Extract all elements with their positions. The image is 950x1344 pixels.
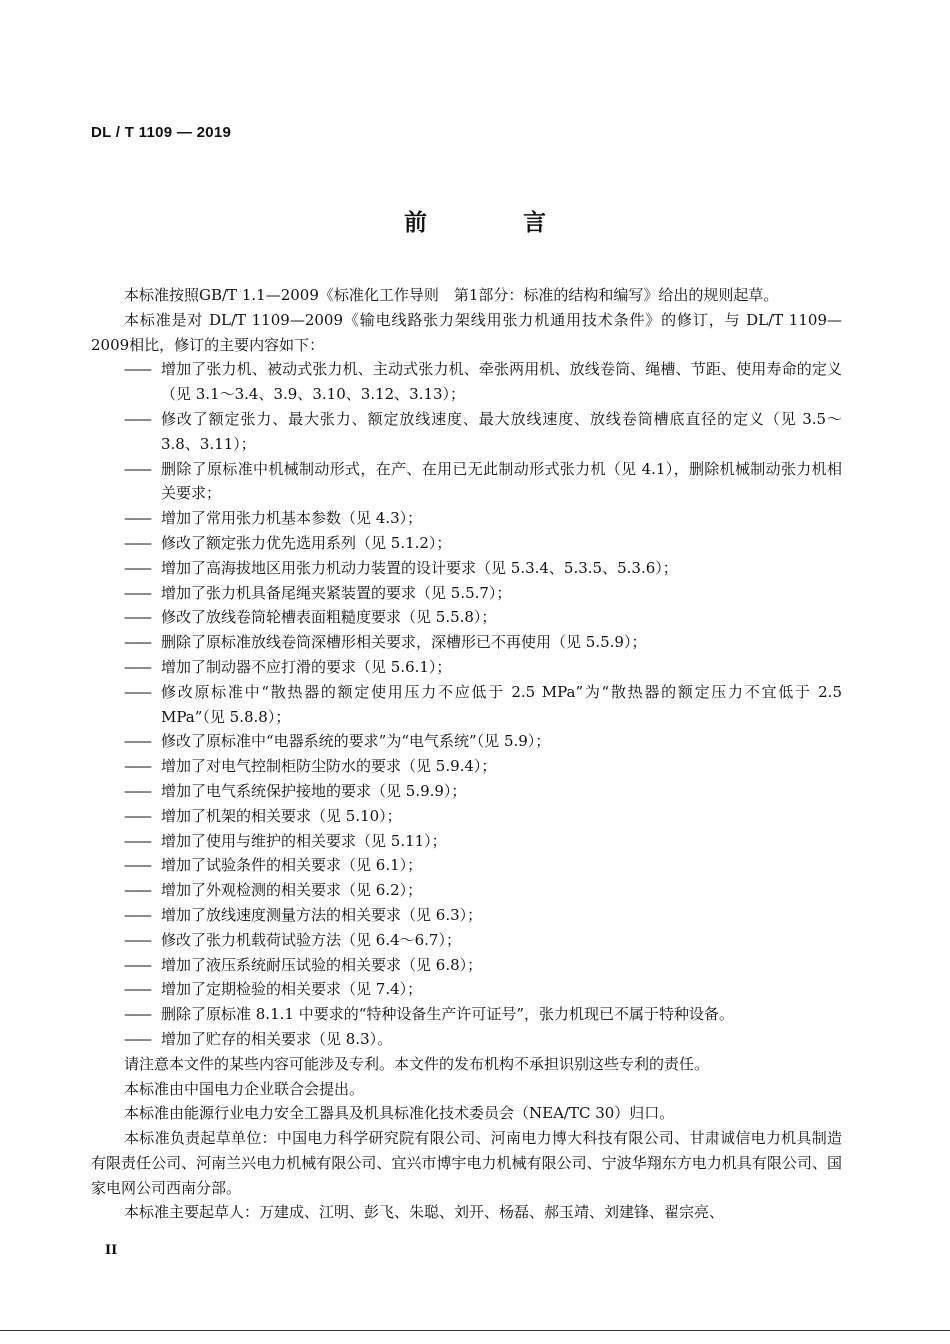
list-item bbox=[91, 357, 842, 407]
list-item bbox=[91, 853, 842, 878]
list-item bbox=[91, 506, 842, 531]
list-item bbox=[91, 581, 842, 606]
list-item-text: 增加了张力机具备尾绳夹紧装置的要求（见 5.5.7）； bbox=[161, 583, 512, 602]
dash-marker: —— bbox=[124, 955, 150, 974]
dash-marker: —— bbox=[124, 831, 150, 850]
list-item bbox=[91, 531, 842, 556]
list-item bbox=[91, 630, 842, 655]
dash-marker: —— bbox=[124, 980, 150, 999]
dash-marker: —— bbox=[124, 533, 150, 552]
list-item-text: 增加了电气系统保护接地的要求（见 5.9.9）； bbox=[161, 781, 467, 800]
list-item bbox=[91, 407, 842, 457]
list-item-text: 增加了贮存的相关要求（见 8.3）。 bbox=[161, 1029, 393, 1048]
list-item bbox=[91, 729, 842, 754]
dash-marker: —— bbox=[124, 806, 150, 825]
list-item bbox=[91, 977, 842, 1002]
list-item-text: 增加了放线速度测量方法的相关要求（见 6.3）； bbox=[161, 905, 483, 924]
list-item bbox=[91, 655, 842, 680]
dash-marker: —— bbox=[124, 360, 150, 379]
list-item-text: 修改了张力机载荷试验方法（见 6.4～6.7）； bbox=[161, 930, 461, 949]
list-item-text: 增加了张力机、被动式张力机、主动式张力机、牵张两用机、放线卷筒、绳槽、节距、使用寿命的定义（见 3.1～3.4、3.9、3.10、3.12、3.13）； bbox=[161, 360, 842, 404]
list-item-text: 修改了原标准中“电器系统的要求”为“电气系统”（见 5.9）； bbox=[161, 732, 551, 751]
dash-marker: —— bbox=[124, 781, 150, 800]
list-item bbox=[91, 1027, 842, 1052]
list-item-text: 增加了常用张力机基本参数（见 4.3）； bbox=[161, 509, 423, 528]
list-item bbox=[91, 754, 842, 779]
revision-list bbox=[91, 357, 842, 1051]
list-item-text: 修改了额定张力、最大张力、额定放线速度、最大放线速度、放线卷筒槽底直径的定义（见 3.5～3.8、3.11）； bbox=[161, 409, 842, 453]
dash-marker: —— bbox=[124, 1005, 150, 1024]
paragraph: 请注意本文件的某些内容可能涉及专利。本文件的发布机构不承担识别这些专利的责任。 bbox=[124, 1054, 710, 1073]
list-item-text: 增加了定期检验的相关要求（见 7.4）； bbox=[161, 980, 423, 999]
page-title: 前 言 bbox=[403, 209, 590, 236]
list-item-text: 增加了外观检测的相关要求（见 6.2）； bbox=[161, 881, 423, 900]
dash-marker: —— bbox=[124, 409, 150, 428]
list-item-text: 增加了制动器不应打滑的要求（见 5.6.1）； bbox=[161, 657, 452, 676]
dash-marker: —— bbox=[124, 608, 150, 627]
paragraph: 本标准按照GB/T 1.1—2009《标准化工作导则 第1部分：标准的结构和编写》给出的规则起草。 bbox=[124, 286, 779, 304]
list-item-text: 删除了原标准放线卷筒深槽形相关要求，深槽形已不再使用（见 5.5.9）； bbox=[161, 633, 647, 652]
dash-marker: —— bbox=[124, 856, 150, 875]
dash-marker: —— bbox=[124, 930, 150, 949]
bottom-divider bbox=[0, 1330, 950, 1331]
dash-marker: —— bbox=[124, 657, 150, 676]
standard-code: DL / T 1109 — 2019 bbox=[91, 124, 232, 141]
list-item bbox=[91, 457, 842, 507]
paragraph: 本标准主要起草人：万建成、江明、彭飞、朱聪、刘开、杨磊、郝玉靖、刘建锋、翟宗亮、 bbox=[124, 1203, 725, 1222]
list-item bbox=[91, 804, 842, 829]
list-item-text: 增加了对电气控制柜防尘防水的要求（见 5.9.4）； bbox=[161, 757, 497, 776]
list-item bbox=[91, 928, 842, 953]
dash-marker: —— bbox=[124, 757, 150, 776]
paragraph: 本标准负责起草单位：中国电力科学研究院有限公司、河南电力博大科技有限公司、甘肃诚信电力机具制造有限责任公司、河南兰兴电力机械有限公司、宜兴市博宇电力机械有限公司、宁波华翔东方电力机具有限公司、国家电网公司西南分部。 bbox=[91, 1129, 842, 1197]
list-item bbox=[91, 680, 842, 730]
list-item bbox=[91, 878, 842, 903]
document-body bbox=[91, 283, 842, 1225]
dash-marker: —— bbox=[124, 881, 150, 900]
dash-marker: —— bbox=[124, 732, 150, 751]
list-item-text: 修改了放线卷筒轮槽表面粗糙度要求（见 5.5.8）； bbox=[161, 608, 497, 627]
list-item-text: 增加了试验条件的相关要求（见 6.1）； bbox=[161, 856, 423, 875]
list-item-text: 删除了原标准中机械制动形式，在产、在用已无此制动形式张力机（见 4.1），删除机械制动张力机相关要求； bbox=[161, 459, 842, 503]
dash-marker: —— bbox=[124, 682, 150, 701]
dash-marker: —— bbox=[124, 459, 150, 478]
paragraph: 本标准是对 DL/T 1109—2009《输电线路张力架线用张力机通用技术条件》的修订，与 DL/T 1109—2009相比，修订的主要内容如下： bbox=[91, 310, 842, 354]
list-item bbox=[91, 1002, 842, 1027]
list-item bbox=[91, 829, 842, 854]
list-item-text: 增加了机架的相关要求（见 5.10）； bbox=[161, 806, 402, 825]
list-item-text: 增加了使用与维护的相关要求（见 5.11）； bbox=[161, 831, 447, 850]
list-item-text: 增加了高海拔地区用张力机动力装置的设计要求（见 5.3.4、5.3.5、5.3.6）； bbox=[161, 558, 678, 577]
dash-marker: —— bbox=[124, 583, 150, 602]
list-item-text: 删除了原标准 8.1.1 中要求的“特种设备生产许可证号”，张力机现已不属于特种设备。 bbox=[161, 1005, 735, 1024]
list-item bbox=[91, 779, 842, 804]
list-item bbox=[91, 903, 842, 928]
paragraph: 本标准由中国电力企业联合会提出。 bbox=[124, 1079, 365, 1098]
list-item bbox=[91, 605, 842, 630]
page-number: II bbox=[105, 1243, 118, 1258]
paragraph: 本标准由能源行业电力安全工器具及机具标准化技术委员会（NEA/TC 30）归口。 bbox=[124, 1104, 675, 1123]
dash-marker: —— bbox=[124, 509, 150, 528]
dash-marker: —— bbox=[124, 1029, 150, 1048]
list-item bbox=[91, 953, 842, 978]
list-item-text: 增加了液压系统耐压试验的相关要求（见 6.8）； bbox=[161, 955, 483, 974]
list-item bbox=[91, 556, 842, 581]
dash-marker: —— bbox=[124, 905, 150, 924]
list-item-text: 修改了额定张力优先选用系列（见 5.1.2）； bbox=[161, 533, 452, 552]
list-item-text: 修改原标准中“散热器的额定使用压力不应低于 2.5 MPa”为“散热器的额定压力不宜低于 2.5 MPa”（见 5.8.8）； bbox=[161, 682, 842, 726]
dash-marker: —— bbox=[124, 558, 150, 577]
dash-marker: —— bbox=[124, 633, 150, 652]
